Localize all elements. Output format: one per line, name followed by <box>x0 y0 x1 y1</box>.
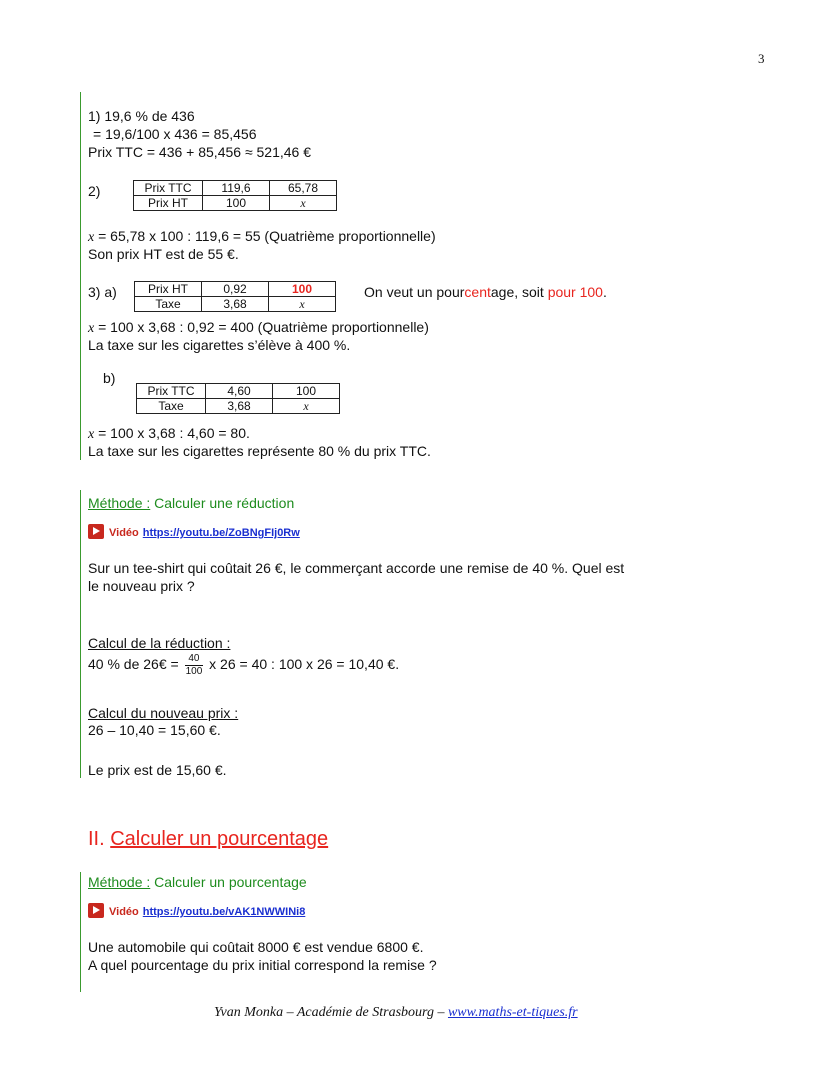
video-label: Vidéo <box>109 527 139 539</box>
line-ttc: Prix TTC = 436 + 85,456 ≈ 521,46 € <box>88 144 312 160</box>
result-line: Le prix est de 15,60 €. <box>88 762 227 778</box>
table-cell: Taxe <box>137 399 206 414</box>
video-row-1 <box>88 522 300 542</box>
video-link-1[interactable]: https://youtu.be/ZoBNgFIj0Rw <box>142 527 300 539</box>
table-cell-highlight: 100 <box>269 282 336 297</box>
note-text: . <box>602 284 607 300</box>
table-cell: 3,68 <box>206 399 273 414</box>
table-cell-x: x <box>269 297 336 312</box>
line-q3a-result: La taxe sur les cigarettes s’élève à 400 %. <box>88 337 351 353</box>
table-q3b <box>136 383 340 414</box>
problem2-line1: Une automobile qui coûtait 8000 € est vendue 6800 €. <box>88 939 424 955</box>
note-highlight: pour 100 <box>547 284 603 300</box>
margin-bar-3 <box>80 872 81 992</box>
footer-link[interactable]: www.maths-et-tiques.fr <box>447 1005 578 1020</box>
calc-reduction-title: Calcul de la réduction : <box>88 635 231 651</box>
section-title: Calculer un pourcentage <box>110 828 329 850</box>
calc-new-price-title: Calcul du nouveau prix : <box>88 705 239 721</box>
video-label: Vidéo <box>109 906 139 918</box>
table-cell-x: x <box>270 196 337 211</box>
margin-bar-1 <box>80 92 81 460</box>
table-cell: 65,78 <box>270 181 337 196</box>
line-q2-result: Son prix HT est de 55 €. <box>88 246 239 262</box>
calc-text: x 26 = 40 : 100 x 26 = 10,40 €. <box>205 656 400 673</box>
line-q3b-result: La taxe sur les cigarettes représente 80 % du prix TTC. <box>88 443 431 459</box>
method2-heading <box>88 873 307 891</box>
table-cell-x: x <box>273 399 340 414</box>
method-title: Calculer un pourcentage <box>150 874 307 890</box>
var-x: x <box>88 427 95 442</box>
footer-text: Yvan Monka – Académie de Strasbourg – <box>214 1005 448 1020</box>
fraction-numerator: 40 <box>185 653 204 666</box>
table-cell: Prix TTC <box>137 384 206 399</box>
margin-bar-2 <box>80 490 81 778</box>
table-cell: Prix HT <box>134 196 203 211</box>
line-q2-calc <box>88 227 436 247</box>
var-x: x <box>88 230 95 245</box>
calc-new-price-line: 26 – 10,40 = 15,60 €. <box>88 722 221 738</box>
q2-label: 2) <box>88 183 101 199</box>
q3a-label: 3) a) <box>88 284 117 300</box>
table-q3a <box>134 281 336 312</box>
problem1-line1: Sur un tee-shirt qui coûtait 26 €, le commerçant accorde une remise de 40 %. Quel est <box>88 560 625 576</box>
fraction <box>185 653 204 678</box>
line-q1: 1) 19,6 % de 436 <box>88 108 195 124</box>
method-label: Méthode : <box>88 874 151 890</box>
problem1-line2: le nouveau prix ? <box>88 578 195 594</box>
line-q1-calc: = 19,6/100 x 436 = 85,456 <box>93 126 257 142</box>
table-cell: Prix HT <box>135 282 202 297</box>
table-q2 <box>133 180 337 211</box>
line-q2-calc-text: = 65,78 x 100 : 119,6 = 55 (Quatrième proportionnelle) <box>94 228 436 244</box>
table-cell: 100 <box>203 196 270 211</box>
var-x: x <box>88 321 95 336</box>
table-cell: Taxe <box>135 297 202 312</box>
table-cell: 0,92 <box>202 282 269 297</box>
note-pourcentage <box>364 283 607 301</box>
table-cell: 119,6 <box>203 181 270 196</box>
calc-text: 40 % de 26€ = <box>88 656 183 673</box>
line-q3a-calc-text: = 100 x 3,68 : 0,92 = 400 (Quatrième proportionnelle) <box>94 319 429 335</box>
fraction-denominator: 100 <box>185 666 203 677</box>
method1-heading <box>88 494 294 512</box>
line-q3b-calc <box>88 424 250 444</box>
table-cell: 100 <box>273 384 340 399</box>
section-number: II. <box>88 828 111 850</box>
line-q3b-calc-text: = 100 x 3,68 : 4,60 = 80. <box>94 425 250 441</box>
q3b-label: b) <box>103 370 116 386</box>
video-row-2 <box>88 901 305 921</box>
line-q3a-calc <box>88 318 429 338</box>
footer <box>214 1004 578 1022</box>
page-number: 3 <box>758 51 765 66</box>
method-title: Calculer une réduction <box>150 495 295 511</box>
calc-reduction-line <box>88 653 399 678</box>
table-cell: Prix TTC <box>134 181 203 196</box>
method-label: Méthode : <box>88 495 151 511</box>
section-heading <box>88 827 328 851</box>
video-play-icon <box>88 524 104 539</box>
note-text: age, soit <box>490 284 548 300</box>
table-cell: 3,68 <box>202 297 269 312</box>
problem2-line2: A quel pourcentage du prix initial correspond la remise ? <box>88 957 437 973</box>
note-text: On veut un pour <box>364 284 465 300</box>
video-play-icon <box>88 903 104 918</box>
table-cell: 4,60 <box>206 384 273 399</box>
video-link-2[interactable]: https://youtu.be/vAK1NWWINi8 <box>142 906 306 918</box>
note-highlight: cent <box>464 284 491 300</box>
